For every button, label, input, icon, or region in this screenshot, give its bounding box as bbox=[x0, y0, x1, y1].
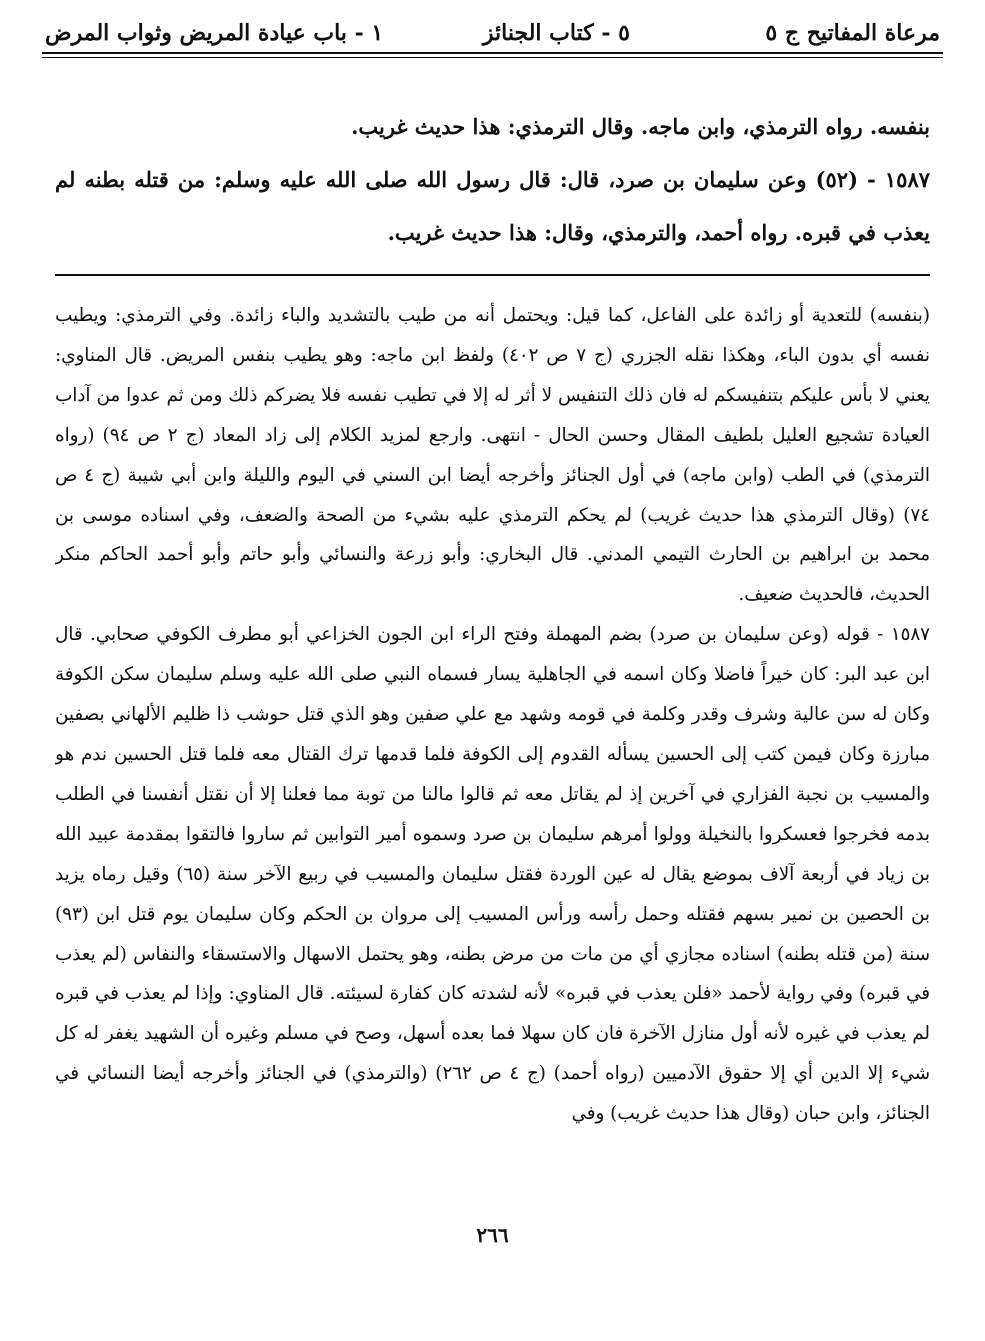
text-commentary-separator bbox=[55, 274, 930, 276]
header-rule bbox=[42, 52, 943, 54]
hadith-1587: ١٥٨٧ - (٥٢) وعن سليمان بن صرد، قال: قال رسول الله صلى الله عليه وسلم: من قتله بطنه لم يعذب في قبره. رواه أحمد، والترمذي، وقال: هذا حديث غريب. bbox=[55, 167, 931, 245]
header-bab: ١ - باب عيادة المريض وثواب المرض bbox=[45, 20, 384, 46]
hadith-line-continuation: بنفسه. رواه الترمذي، وابن ماجه. وقال الترمذي: هذا حديث غريب. bbox=[351, 114, 930, 139]
hadith-text bbox=[55, 100, 930, 259]
header-book-title: مرعاة المفاتيح ج ٥ bbox=[765, 20, 940, 46]
commentary bbox=[55, 296, 930, 1206]
commentary-paragraph-2: ١٥٨٧ - قوله (وعن سليمان بن صرد) بضم المهملة وفتح الراء ابن الجون الخزاعي أبو مطرف الكوفي صحابي. قال ابن عبد البر: كان خيراً فاضلا وكان اسمه في الجاهلية يسار فسماه النبي صلى الله عليه وسلم سليمان سكن الكوفة وكان له سن عالية وشرف وقدر وكلمة في قومه وشهد مع علي صفين وهو الذي قتل حوشب ذا ظليم الألهاني بصفين مبارزة وكان فيمن كتب إلى الحسين يسأله القدوم إلى الكوفة فلما قدمها ترك القتال معه فلما قتل الحسين ندم هو والمسيب بن نجبة الفزاري في آخرين إذ لم يقاتل معه ثم قالوا مالنا من توبة مما فعلنا إلا أن نقتل أنفسنا في الطلب بدمه فخرجوا فعسكروا بالنخيلة وولوا أمرهم سليمان بن صرد وسموه أمير التوابين ثم ساروا فالتقوا بمقدمة عبيد الله بن زياد في أربعة آلاف بموضع يقال له عين الوردة فقتل سليمان والمسيب في ربيع الآخر سنة (٦٥) وقيل رماه يزيد بن الحصين بن نمير بسهم فقتله وحمل رأسه ورأس المسيب إلى مروان بن الحكم وكان سليمان يوم قتل ابن (٩٣) سنة (من قتله بطنه) اسناده مجازي أي من مات من مرض بطنه، وهو يحتمل الاسهال والاستسقاء والنفاس (لم يعذب في قبره) وفي رواية لأحمد «فلن يعذب في قبره» لأنه لشدته كان كفارة لسيئته. قال المناوي: وإذا لم يعذب في قبره لم يعذب في غيره لأنه أول منازل الآخرة فان كان سهلا فما بعده أسهل، وصح في مسلم وغيره أن الشهيد يغفر له كل شيء إلا الدين أي إلا حقوق الآدميين (رواه أحمد) (ج ٤ ص ٢٦٢) (والترمذي) في الجنائز وأخرجه أيضا النسائي في الجنائز، وابن حبان (وقال هذا حديث غريب) وفي bbox=[55, 624, 930, 1125]
page-number: ٢٦٦ bbox=[476, 1223, 509, 1247]
header-rule-thin bbox=[42, 57, 943, 58]
commentary-paragraph-1: (بنفسه) للتعدية أو زائدة على الفاعل، كما قيل: ويحتمل أنه من طيب بالتشديد والباء زائدة. وفي الترمذي: ويطيب نفسه أي بدون الباء، وهكذا نقله الجزري (ج ٧ ص ٤٠٢) ولفظ ابن ماجه: وهو يطيب بنفس المريض. قال المناوي: يعني لا بأس عليكم بتنفيسكم له فان ذلك التنفيس لا أثر له إلا في تطيب نفسه فلا يضركم ذلك ومن ثم عدوا من آداب العيادة تشجيع العليل بلطيف المقال وحسن الحال - انتهى. وارجع لمزيد الكلام إلى زاد المعاد (ج ٢ ص ٩٤) (رواه الترمذي) في الطب (وابن ماجه) في أول الجنائز وأخرجه أيضا ابن السني في اليوم والليلة وابن أبي شيبة (ج ٤ ص ٧٤) (وقال الترمذي هذا حديث غريب) لم يحكم الترمذي عليه بشيء من الصحة والضعف، وفي اسناده موسى بن محمد بن ابراهيم بن الحارث التيمي المدني. قال البخاري: وأبو زرعة والنسائي وأبو حاتم وأبو أحمد الحاكم منكر الحديث، فالحديث ضعيف. bbox=[55, 305, 930, 606]
running-header bbox=[45, 10, 940, 54]
header-kitab: ٥ - كتاب الجنائز bbox=[482, 20, 630, 46]
